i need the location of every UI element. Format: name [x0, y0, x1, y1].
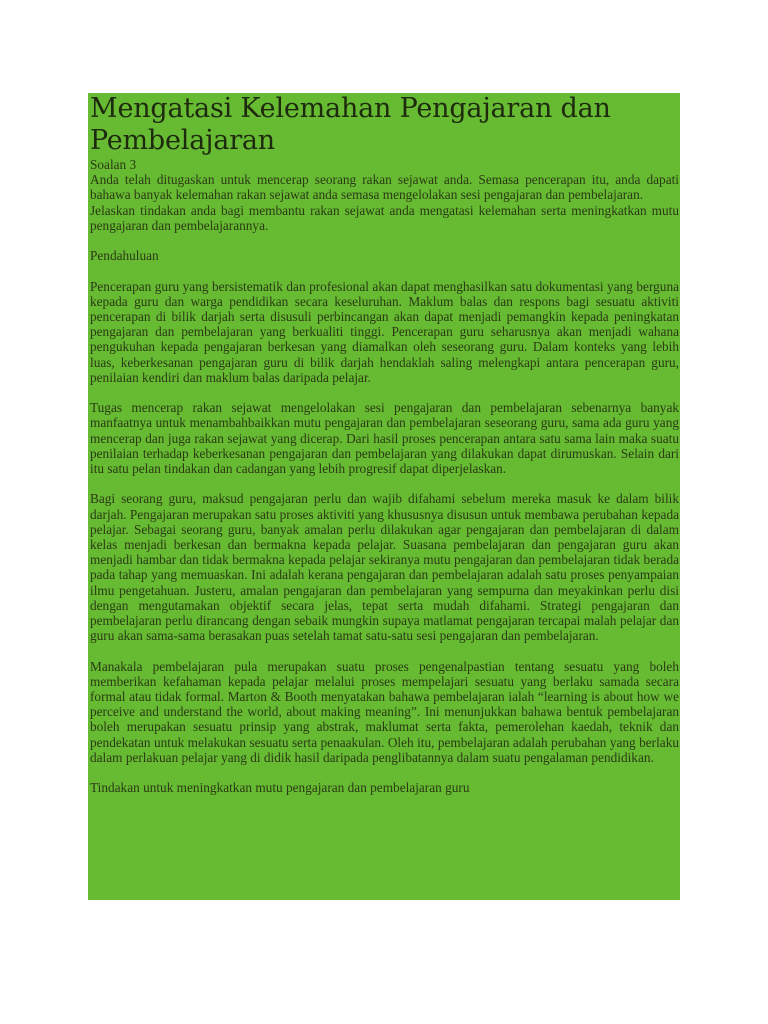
document-title: Mengatasi Kelemahan Pengajaran dan Pembelajaran [90, 93, 611, 156]
question-block [90, 157, 679, 233]
question-instruction: Jelaskan tindakan anda bagi membantu rakan sejawat anda mengatasi kelemahan serta meningkatkan mutu pengajaran dan pembelajarannya. [90, 202, 679, 233]
document-body [90, 157, 679, 795]
intro-heading: Pendahuluan [90, 248, 159, 264]
paragraph-3: Bagi seorang guru, maksud pengajaran perlu dan wajib difahami sebelum mereka masuk ke dalam bilik darjah. Pengajaran merupakan satu proses aktiviti yang khususnya disusun untuk membawa perubahan kepada pelajar. Sebagai seorang guru, banyak amalan perlu dilakukan agar pengajaran dan pembelajaran di dalam kelas menjadi berkesan dan bermakna kepada pelajar. Suasana pembelajaran dan pengajaran guru akan menjadi hambar dan tidak bermakna kepada pelajar sekiranya mutu pengajaran dan pembelajaran tidak berada pada tahap yang memuaskan. Ini adalah kerana pengajaran dan pembelajaran adalah satu proses penyampaian ilmu pengetahuan. Justeru, amalan pengajaran dan pembelajaran yang sempurna dan meyakinkan perlu disi dengan mengutamakan objektif secara jelas, tepat serta mudah difahami. Strategi pengajaran dan pembelajaran perlu dirancang dengan sebaik mungkin supaya matlamat pengajaran tercapai malah pelajar dan guru akan sama-sama berasakan puas setelah tamat satu-satu sesi pengajaran dan pembelajaran. [90, 491, 679, 644]
question-label: Soalan 3 [90, 157, 137, 172]
paragraph-2: Tugas mencerap rakan sejawat mengelolakan sesi pengajaran dan pembelajaran sebenarnya banyak manfaatnya untuk menambahbaikkan mutu pengajaran dan pembelajaran seseorang guru, sama ada guru yang mencerap dan juga rakan sejawat yang dicerap. Dari hasil proses pencerapan antara satu sama lain maka suatu penilaian terhadap keberkesanan pengajaran dan pembelajaran yang dilakukan dapat dirumuskan. Selain dari itu satu pelan tindakan dan cadangan yang lebih progresif dapat diperjelaskan. [90, 400, 679, 477]
paragraph-4: Manakala pembelajaran pula merupakan suatu proses pengenalpastian tentang sesuatu yang boleh memberikan kefahaman kepada pelajar melalui proses mempelajari sesuatu yang berlaku samada secara formal atau tidak formal. Marton & Booth menyatakan bahawa pembelajaran ialah “learning is about how we perceive and understand the world, about making meaning”. Ini menunjukkan bahawa bentuk pembelajaran boleh merupakan sesuatu prinsip yang abstrak, maklumat serta fakta, pemerolehan kaedah, teknik dan pendekatan untuk melakukan sesuatu serta penaakulan. Oleh itu, pembelajaran adalah perubahan yang berlaku dalam perlakuan pelajar yang di didik hasil daripada penglibatannya dalam suatu pengalaman pendidikan. [90, 658, 679, 765]
question-text: Anda telah ditugaskan untuk mencerap seorang rakan sejawat anda. Semasa pencerapan itu, anda dapati bahawa banyak kelemahan rakan sejawat anda semasa mengelolakan sesi pengajaran dan pembelajaran. [90, 172, 679, 203]
section-heading: Tindakan untuk meningkatkan mutu pengajaran dan pembelajaran guru [90, 780, 470, 796]
paragraph-1: Pencerapan guru yang bersistematik dan profesional akan dapat menghasilkan satu dokumentasi yang berguna kepada guru dan warga pendidikan secara keseluruhan. Maklum balas dan respons bagi sesuatu aktiviti pencerapan di bilik darjah serta disusuli perbincangan akan dapat menjadi pemangkin kepada peningkatan pengajaran dan pembelajaran yang berkualiti tinggi. Pencerapan guru seharusnya akan menjadi wahana pengukuhan kepada pengajaran berkesan yang diamalkan oleh seseorang guru. Dalam konteks yang lebih luas, keberkesanan pengajaran guru di bilik darjah hendaklah saling melengkapi antara pencerapan guru, penilaian kendiri dan maklum balas daripada pelajar. [90, 278, 679, 385]
document-page [88, 93, 680, 900]
